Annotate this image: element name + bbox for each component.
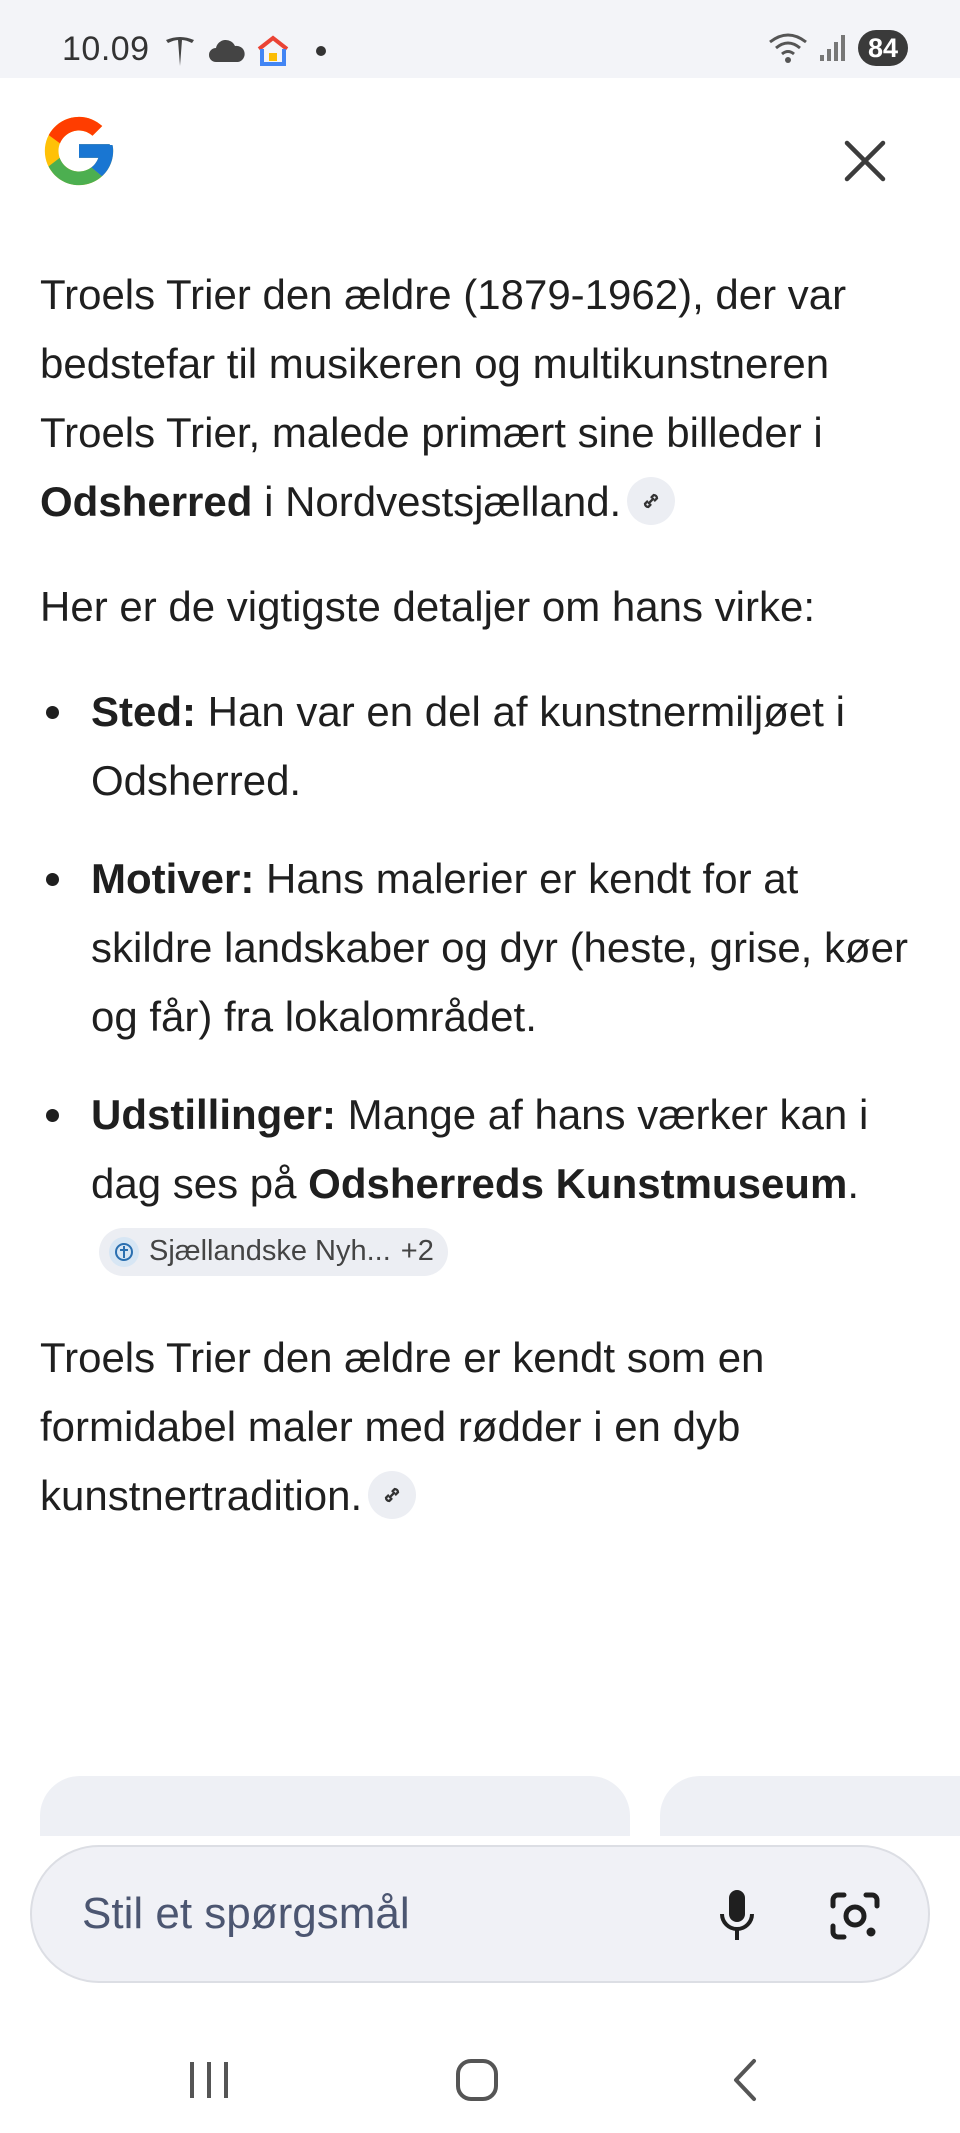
notification-dot xyxy=(316,46,326,56)
list-item-label: Sted: xyxy=(91,688,196,735)
list-item-text: Mange af hans værker kan i dag ses på xyxy=(91,1091,869,1207)
google-home-icon xyxy=(256,35,290,67)
suggestion-card[interactable] xyxy=(660,1776,960,1836)
source-chip[interactable] xyxy=(99,1228,448,1276)
google-lens-button[interactable] xyxy=(820,1881,890,1951)
source-name: Sjællandske Nyh... xyxy=(149,1235,391,1268)
recent-apps-button[interactable] xyxy=(174,2050,244,2110)
status-bar xyxy=(0,0,960,78)
list-item-text: Han var en del af kunstnermiljøet i Odsherred. xyxy=(91,688,845,804)
recent-apps-icon xyxy=(186,2060,232,2100)
close-button[interactable] xyxy=(830,126,900,196)
source-link-chip[interactable] xyxy=(368,1471,416,1519)
list-item xyxy=(40,1080,920,1287)
paragraph-text: Troels Trier den ældre (1879-1962), der var bedstefar til musikeren og multikunstneren Troels Trier, malede primært sine billeder i xyxy=(40,271,847,456)
signal-icon xyxy=(818,33,848,63)
status-icons-right xyxy=(768,30,908,66)
ask-input-bar[interactable] xyxy=(30,1845,930,1983)
google-g-logo xyxy=(38,110,120,192)
back-button[interactable] xyxy=(710,2050,780,2110)
answer-paragraph-2: Her er de vigtigste detaljer om hans virke: xyxy=(40,583,816,630)
list-item-label: Udstillinger: xyxy=(91,1091,337,1138)
status-time: 10.09 xyxy=(62,30,150,68)
google-lens-icon xyxy=(828,1889,882,1943)
microphone-icon xyxy=(717,1888,757,1944)
answer-paragraph-3 xyxy=(40,1323,920,1530)
close-icon xyxy=(843,139,887,183)
tesla-icon xyxy=(162,34,198,68)
answer-content xyxy=(40,260,920,1566)
wifi-icon xyxy=(768,32,808,64)
link-icon xyxy=(379,1482,405,1508)
system-navigation-bar xyxy=(0,2030,960,2120)
answer-paragraph-1 xyxy=(40,260,920,536)
list-item xyxy=(40,844,920,1051)
list-item-text: Hans malerier er kendt for at skildre landskaber og dyr (heste, grise, køer og får) fra lokalområdet. xyxy=(91,855,909,1040)
suggestion-card[interactable] xyxy=(40,1776,630,1836)
link-icon xyxy=(638,488,664,514)
battery-indicator: 84 xyxy=(858,30,908,66)
home-button[interactable] xyxy=(442,2050,512,2110)
home-icon xyxy=(454,2057,500,2103)
source-link-chip[interactable] xyxy=(627,477,675,525)
highlight-museum: Odsherreds Kunstmuseum xyxy=(308,1160,848,1207)
paragraph-text: Troels Trier den ældre er kendt som en formidabel maler med rødder i en dyb kunstnertradition. xyxy=(40,1334,765,1519)
list-item-label: Motiver: xyxy=(91,855,255,902)
cloud-icon xyxy=(208,38,246,64)
list-item xyxy=(40,677,920,815)
highlight-odsherred: Odsherred xyxy=(40,478,253,525)
voice-search-button[interactable] xyxy=(702,1881,772,1951)
source-favicon-icon xyxy=(109,1237,139,1267)
source-count: +2 xyxy=(400,1235,434,1268)
ask-input[interactable]: Stil et spørgsmål xyxy=(82,1889,410,1938)
back-icon xyxy=(730,2057,760,2103)
paragraph-text: i Nordvestsjælland. xyxy=(252,478,622,525)
list-item-text: . xyxy=(847,1160,859,1207)
details-list xyxy=(40,677,920,1287)
status-icons-left xyxy=(162,34,326,68)
